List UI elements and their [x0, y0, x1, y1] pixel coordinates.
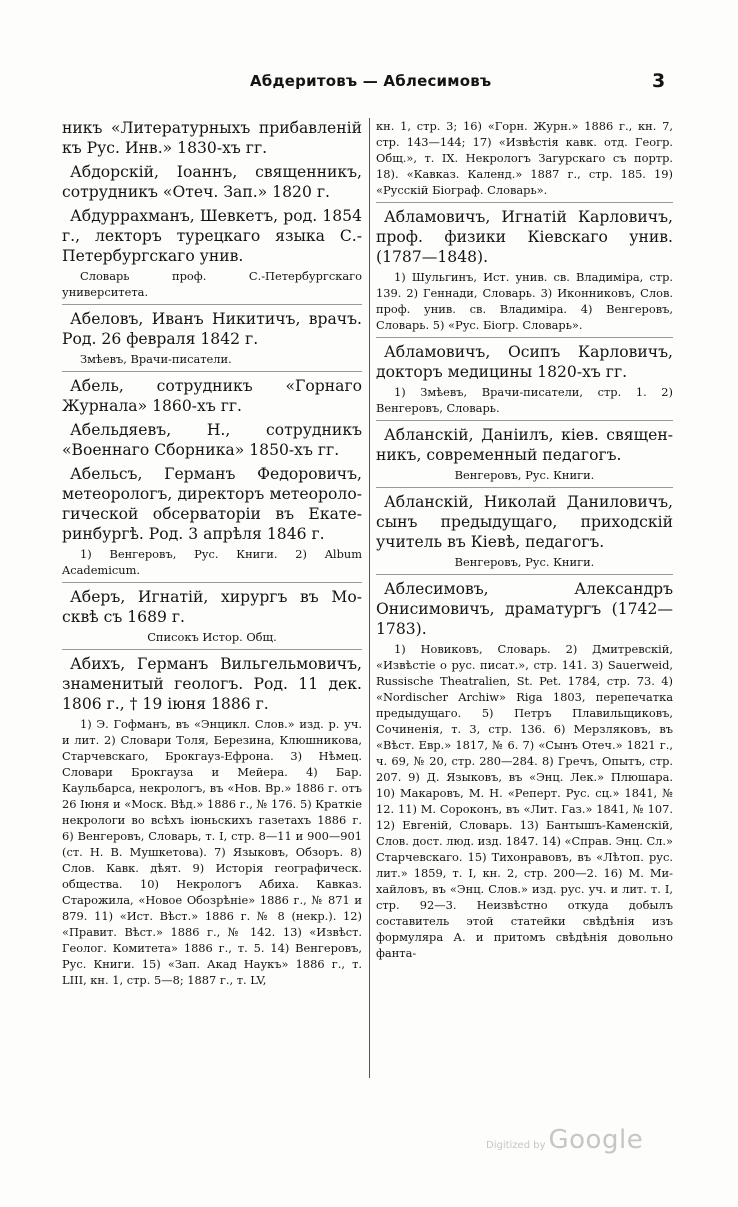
digitized-watermark — [486, 1125, 643, 1155]
entry-abeldyaev: Абельдяевъ, Н., сотрудникъ «Военнаго Сборника» 1850-хъ гг. — [62, 421, 362, 459]
source-ablamovich-ignaty: 1) Шульгинъ, Ист. унив. св. Владиміра, стр. 139. 2) Геннади, Словарь. 3) Иконниковъ, Слов. проф. унив. св. Владиміра. 4) Венгеровъ, Словарь. 5) «Рус. Біогр. Словарь». — [376, 270, 673, 332]
separator — [376, 337, 673, 338]
source-abels: 1) Венгеровъ, Рус. Книги. 2) Album Academicum. — [62, 547, 362, 577]
left-column — [62, 118, 362, 992]
entry-abdurrakhman: Абдуррахманъ, Шевкетъ, род. 1854 г., лекторъ турецкаго языка С.-Петербургскаго унив. — [62, 207, 362, 265]
watermark-prefix: Digitized by — [486, 1140, 546, 1151]
separator — [376, 487, 673, 488]
running-title: Абдеритовъ — Аблесимовъ — [250, 72, 492, 90]
page-number: 3 — [652, 70, 666, 92]
column-divider — [369, 118, 370, 1078]
separator — [62, 371, 362, 372]
source-ablansky-nikolai: Венгеровъ, Рус. Книги. — [454, 555, 595, 569]
entry-ablansky-nikolai: Абланскій, Николай Даниловичъ, сынъ предыдущаго, приходскій учитель въ Кіевѣ, педагогъ. — [376, 493, 673, 551]
running-header — [0, 72, 738, 94]
separator — [62, 649, 362, 650]
separator — [376, 420, 673, 421]
separator — [62, 582, 362, 583]
separator — [62, 304, 362, 305]
entry-abelov: Абеловъ, Иванъ Никитичъ, врачъ. Род. 26 февраля 1842 г. — [62, 310, 362, 348]
source-ablamovich-osip: 1) Змѣевъ, Врачи-писатели, стр. 1. 2) Венгеровъ, Словарь. — [376, 385, 673, 415]
entry-abels: Абельсъ, Германъ Федоровичъ, метеорологъ, директоръ метеорологической обсерваторіи въ Екатеринбургѣ. Род. 3 апрѣля 1846 г. — [62, 465, 362, 543]
entry-abikh: Абихъ, Германъ Вильгельмовичъ, знаменитый геологъ. Род. 11 дек. 1806 г., † 19 іюня 1886 г. — [62, 655, 362, 713]
google-logo: Google — [548, 1125, 644, 1155]
entry-aber: Аберъ, Игнатій, хирургъ въ Москвѣ съ 1689 г. — [62, 588, 362, 626]
entry-abel: Абель, сотрудникъ «Горнаго Журнала» 1860-хъ гг. — [62, 377, 362, 415]
separator — [376, 202, 673, 203]
entry-abdorsky: Абдорскій, Іоаннъ, священникъ, сотрудникъ «Отеч. Зап.» 1820 г. — [62, 163, 362, 201]
source-aber: Списокъ Истор. Общ. — [147, 630, 277, 644]
source-abikh: 1) Э. Гофманъ, въ «Энцикл. Слов.» изд. р. уч. и лит. 2) Словари Толя, Березина, Клюшникова, Старчевскаго, Брокгауз-Ефрона. 3) Нѣмец. Словари Брокгауза и Мейера. 4) Бар. Каульбарса, некрологъ, въ «Нов. Вр.» 1886 г. отъ 26 Іюня и «Моск. Вѣд.» 1886 г., № 176. 5) Краткіе некрологи во всѣхъ іюньскихъ газетахъ 1886 г. 6) Венгеровъ, Словарь, т. I, стр. 8—11 и 900—901 (ст. Н. В. Мушкетова). 7) Языковъ, Обзоръ. 8) Слов. Кавк. дѣят. 9) Исторія географическ. общества. 10) Некрологъ Абиха. Кавказ. Старожила, «Новое Обозрѣніе» 1886 г., № 871 и 879. 11) «Ист. Вѣст.» 1886 г. № 8 (некр.). 12) «Правит. Вѣст.» 1886 г., № 142. 13) «Извѣст. Геолог. Комитета» 1886 г., т. 5. 14) Венгеровъ, Рус. Книги. 15) «Зап. Акад Наукъ» 1886 г., т. LIII, кн. 1, стр. 5—8; 1887 г., т. LV, — [62, 717, 362, 987]
source-ablansky-daniil: Венгеровъ, Рус. Книги. — [454, 468, 595, 482]
source-abelov: Змѣевъ, Врачи-писатели. — [80, 352, 232, 366]
separator — [376, 574, 673, 575]
entry-continuation: никъ «Литературныхъ прибавленій къ Рус. Инв.» 1830-хъ гг. — [62, 119, 362, 157]
entry-ablamovich-osip: Абламовичъ, Осипъ Карловичъ, докторъ медицины 1820-хъ гг. — [376, 343, 673, 381]
right-column — [376, 118, 673, 965]
entry-ablansky-daniil: Абланскій, Даніилъ, кіев. священникъ, современный педагогъ. — [376, 426, 673, 464]
entry-ablamovich-ignaty: Абламовичъ, Игнатій Карловичъ, проф. физики Кіевскаго унив. (1787—1848). — [376, 208, 673, 266]
source-abikh-continuation: кн. 1, стр. 3; 16) «Горн. Журн.» 1886 г., кн. 7, стр. 143—144; 17) «Извѣстія кавк. отд. Геогр. Общ.», т. IX. Некрологъ Загурскаго съ портр. 18). «Кавказ. Календ.» 1887 г., стр. 185. 19) «Русскій Біограф. Словарь». — [376, 119, 673, 197]
entry-ablesimov: Аблесимовъ, Александръ Онисимовичъ, драматургъ (1742—1783). — [376, 580, 673, 638]
source-abdurrakhman: Словарь проф. С.-Петербургскаго университета. — [62, 269, 362, 299]
source-ablesimov: 1) Новиковъ, Словарь. 2) Дмитревскій, «Извѣстіе о рус. писат.», стр. 141. 3) Sauerweid, Russische Theatralien, St. Pet. 1784, стр. 73. 4) «Nordischer Archiw» Riga 1803, перепечатка предыдущаго. 5) Петръ Плавильщиковъ, Сочиненія, т. 3, стр. 136. 6) Мерзляковъ, въ «Вѣст. Евр.» 1817, № 6. 7) «Сынъ Отеч.» 1821 г., ч. 69, № 20, стр. 280—284. 8) Гречъ, Опытъ, стр. 207. 9) Д. Языковъ, въ «Энц. Лек.» Плюшара. 10) Макаровъ, М. Н. «Реперт. Рус. сц.» 1841, № 12. 11) М. Сороконъ, въ «Лит. Газ.» 1841, № 107. 12) Евгеній, Словарь. 13) Бантышъ-Каменскій, Слов. дост. люд. изд. 1847. 14) «Справ. Энц. Сл.» Старчевскаго. 15) Тихонравовъ, въ «Лѣтоп. рус. лит.» 1859, т. I, кн. 2, стр. 200—2. 16) М. Михайловъ, въ «Энц. Слов.» изд. рус. уч. и лит. т. I, стр. 92—3. Неизвѣстно откуда добылъ составитель этой статейки свѣдѣнія изъ формуляра А. и притомъ свѣдѣнія довольно фанта- — [376, 642, 673, 960]
